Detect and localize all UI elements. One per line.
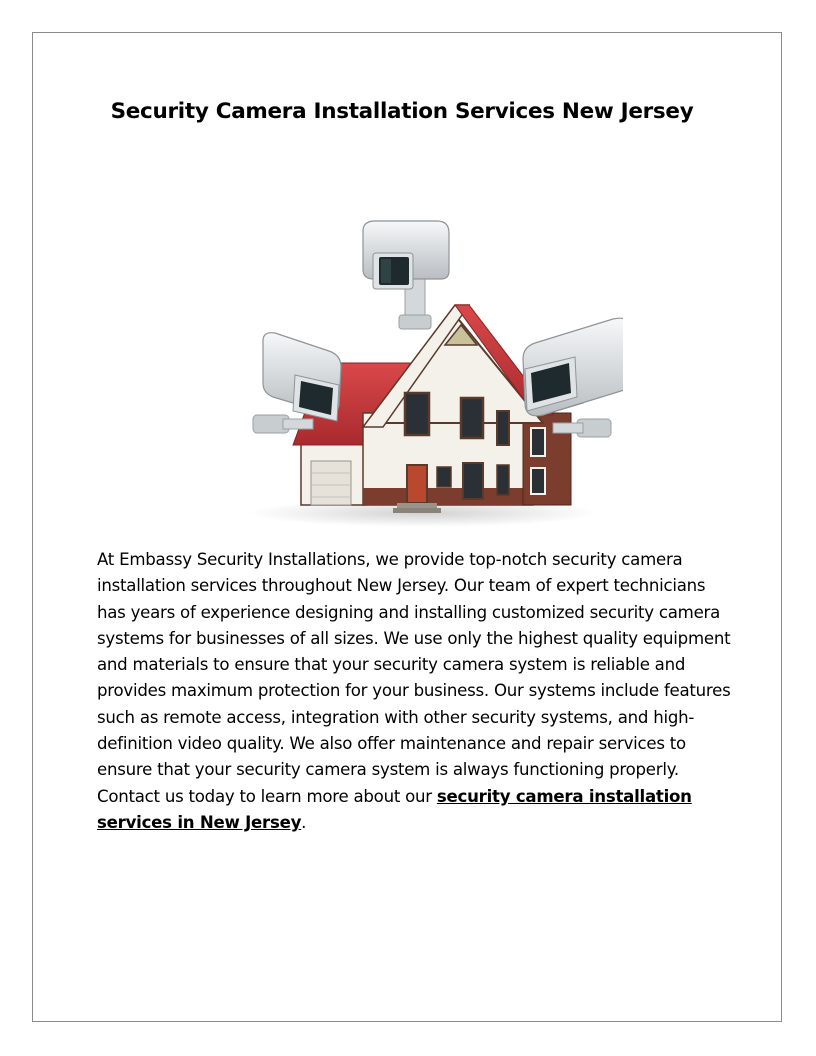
services-link[interactable]: security camera installation services in New Jersey [97, 786, 692, 832]
house-with-security-cameras-icon [223, 183, 623, 528]
body-text: At Embassy Security Installations, we provide top-notch security camera installation services throughout New Jersey. Our team of expert technicians has years of experience designing and installing customized security camera systems for businesses of all sizes. We use only the highest quality equipment and materials to ensure that your security camera system is reliable and provides maximum protection for your business. Our systems include features such as remote access, integration with other security systems, and high-definition video quality. We also offer maintenance and repair services to ensure that your security camera system is always functioning properly. Contact us today to learn more about our [97, 550, 731, 806]
end-punctuation: . [301, 812, 307, 832]
document-page [32, 32, 782, 1022]
body-paragraph [97, 547, 737, 836]
document-title: Security Camera Installation Services New Jersey [110, 99, 694, 124]
